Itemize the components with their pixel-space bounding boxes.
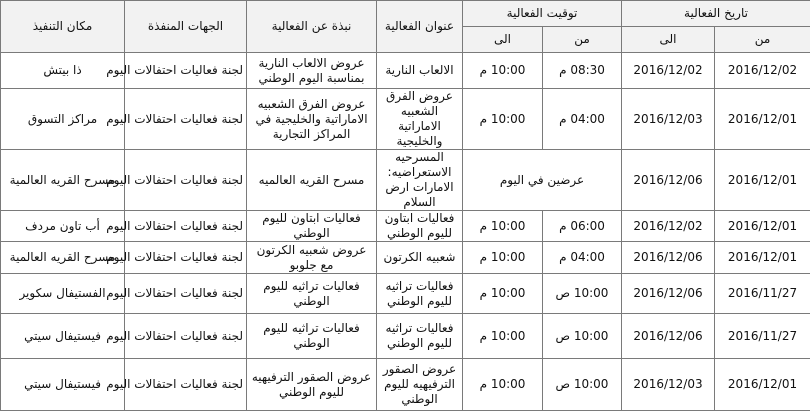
header-venue: مكان التنفيذ	[1, 1, 125, 53]
date-to-cell: 2016/12/06	[622, 242, 715, 274]
header-date-to: الى	[622, 27, 715, 53]
venue-cell: فيستيفال سيتي	[1, 359, 125, 411]
description-cell: عروض الصقور الترفيهيه لليوم الوطني	[247, 359, 377, 411]
header-description: نبذة عن الفعالية	[247, 1, 377, 53]
header-time-to: الى	[463, 27, 543, 53]
date-from-cell: 2016/12/02	[715, 53, 810, 89]
description-cell: فعاليات ابتاون لليوم الوطني	[247, 211, 377, 242]
organizer-cell: لجنة فعاليات احتفالات اليوم	[125, 314, 247, 359]
date-to-cell: 2016/12/03	[622, 89, 715, 150]
venue-cell: فيستيفال سيتي	[1, 314, 125, 359]
date-to-cell: 2016/12/03	[622, 359, 715, 411]
date-to-cell: 2016/12/02	[622, 53, 715, 89]
table-row	[1, 150, 810, 211]
description-cell: فعاليات تراثيه لليوم الوطني	[247, 274, 377, 314]
table-row	[1, 53, 810, 89]
time-from-cell: 06:00 م	[543, 211, 622, 242]
time-to-cell: 10:00 م	[463, 211, 543, 242]
time-merged-cell: عرضين في اليوم	[463, 150, 622, 211]
title-cell: الالعاب النارية	[377, 53, 463, 89]
table-row	[1, 211, 810, 242]
description-cell: عروض الفرق الشعبيه الاماراتية والخليجية في المراكز التجارية	[247, 89, 377, 150]
time-from-cell: 04:00 م	[543, 89, 622, 150]
date-to-cell: 2016/12/02	[622, 211, 715, 242]
venue-cell: مراكز التسوق	[1, 89, 125, 150]
organizer-cell: لجنة فعاليات احتفالات اليوم	[125, 150, 247, 211]
description-cell: عروض الالعاب النارية بمناسبة اليوم الوطني	[247, 53, 377, 89]
table-row	[1, 274, 810, 314]
date-from-cell: 2016/12/01	[715, 242, 810, 274]
date-from-cell: 2016/12/01	[715, 150, 810, 211]
time-to-cell: 10:00 م	[463, 242, 543, 274]
header-time-range: توقيت الفعالية	[463, 1, 622, 27]
date-from-cell: 2016/11/27	[715, 274, 810, 314]
organizer-cell: لجنة فعاليات احتفالات اليوم	[125, 242, 247, 274]
header-time-from: من	[543, 27, 622, 53]
venue-cell: مسرح القريه العالمية	[1, 150, 125, 211]
header-organizer: الجهات المنفذة	[125, 1, 247, 53]
organizer-cell: لجنة فعاليات احتفالات اليوم	[125, 359, 247, 411]
table-row	[1, 242, 810, 274]
time-from-cell: 04:00 م	[543, 242, 622, 274]
venue-cell: مسرح القريه العالمية	[1, 242, 125, 274]
time-from-cell: 10:00 ص	[543, 314, 622, 359]
organizer-cell: لجنة فعاليات احتفالات اليوم	[125, 274, 247, 314]
time-from-cell: 10:00 ص	[543, 359, 622, 411]
time-to-cell: 10:00 م	[463, 89, 543, 150]
date-to-cell: 2016/12/06	[622, 150, 715, 211]
venue-cell: ذا بيتش	[1, 53, 125, 89]
description-cell: عروض شعبيه الكرتون مع جلوبو	[247, 242, 377, 274]
header-row	[1, 1, 810, 27]
time-to-cell: 10:00 م	[463, 314, 543, 359]
date-from-cell: 2016/11/27	[715, 314, 810, 359]
title-cell: عروض الفرق الشعبيه الاماراتية والخليجية	[377, 89, 463, 150]
organizer-cell: لجنة فعاليات احتفالات اليوم	[125, 53, 247, 89]
venue-cell: أب تاون مردف	[1, 211, 125, 242]
header-date-from: من	[715, 27, 810, 53]
date-from-cell: 2016/12/01	[715, 89, 810, 150]
date-from-cell: 2016/12/01	[715, 211, 810, 242]
date-from-cell: 2016/12/01	[715, 359, 810, 411]
time-to-cell: 10:00 م	[463, 53, 543, 89]
time-to-cell: 10:00 م	[463, 359, 543, 411]
title-cell: فعاليات تراثيه لليوم الوطني	[377, 314, 463, 359]
organizer-cell: لجنة فعاليات احتفالات اليوم	[125, 211, 247, 242]
title-cell: فعاليات ابتاون لليوم الوطني	[377, 211, 463, 242]
time-to-cell: 10:00 م	[463, 274, 543, 314]
header-date-range: تاريخ الفعالية	[622, 1, 810, 27]
title-cell: عروض الصقور الترفيهيه لليوم الوطني	[377, 359, 463, 411]
date-to-cell: 2016/12/06	[622, 274, 715, 314]
header-title: عنوان الفعالية	[377, 1, 463, 53]
table-row	[1, 359, 810, 411]
table-row	[1, 314, 810, 359]
venue-cell: الفستيفال سكوير	[1, 274, 125, 314]
date-to-cell: 2016/12/06	[622, 314, 715, 359]
title-cell: المسرحيه الاستعراضيه: الامارات ارض السلام	[377, 150, 463, 211]
time-from-cell: 10:00 ص	[543, 274, 622, 314]
description-cell: فعاليات تراثيه لليوم الوطني	[247, 314, 377, 359]
time-from-cell: 08:30 م	[543, 53, 622, 89]
title-cell: فعاليات تراثيه لليوم الوطني	[377, 274, 463, 314]
title-cell: شعبيه الكرتون	[377, 242, 463, 274]
description-cell: مسرح القريه العالميه	[247, 150, 377, 211]
organizer-cell: لجنة فعاليات احتفالات اليوم	[125, 89, 247, 150]
table-row	[1, 89, 810, 150]
